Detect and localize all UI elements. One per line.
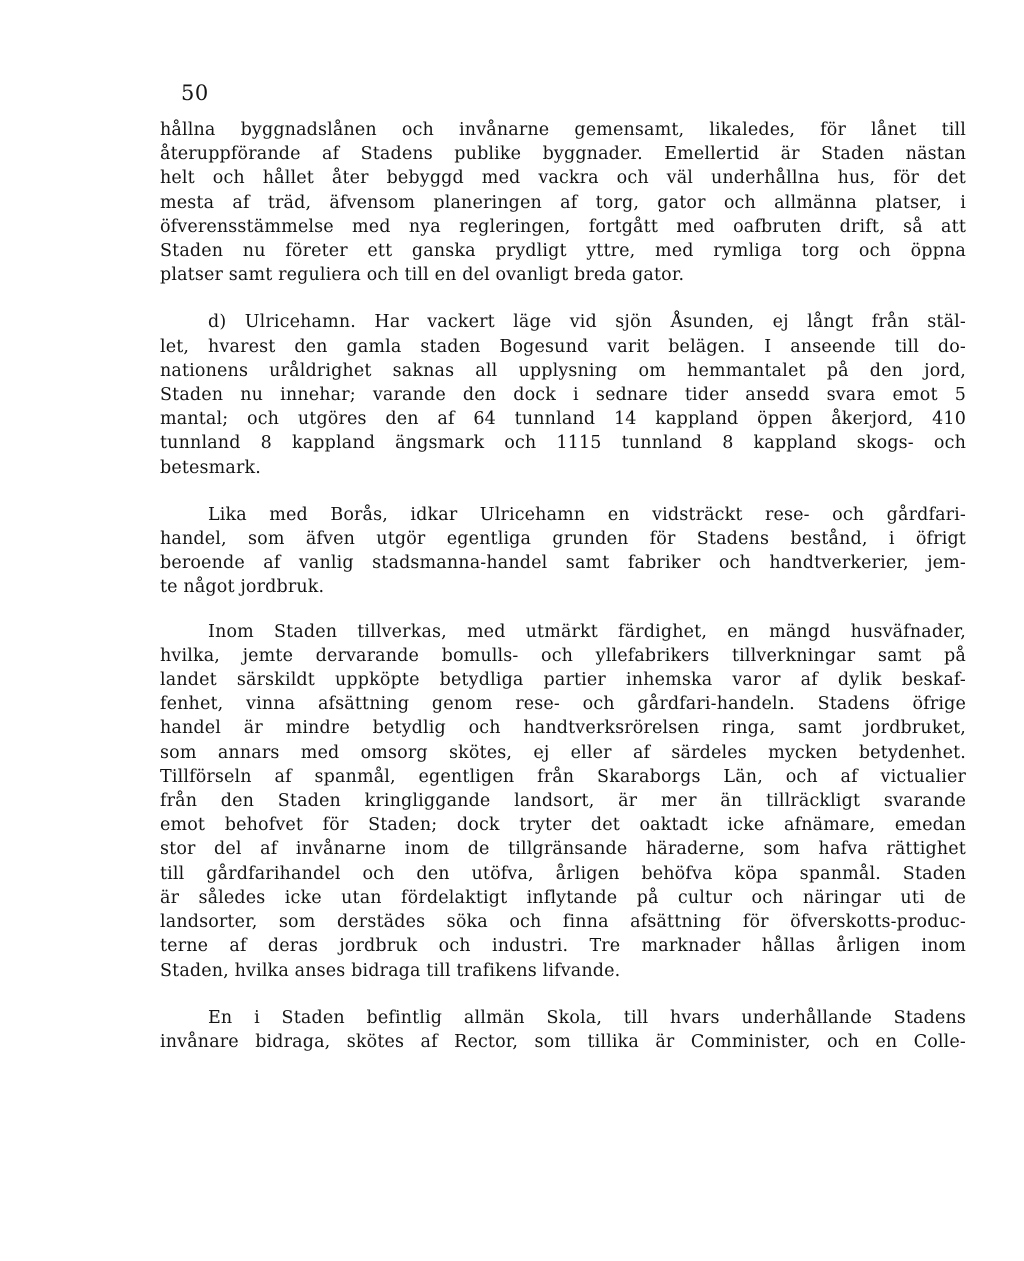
paragraph-4 xyxy=(160,620,966,983)
text-line: let, hvarest den gamla staden Bogesund varit belägen. I anseende till do- xyxy=(160,336,966,357)
text-line: Staden nu innehar; varande den dock i sednare tider ansedd svara emot 5 xyxy=(160,385,966,406)
text-line: landsorter, som derstädes söka och finna afsättning för öfverskotts-produc- xyxy=(160,912,966,933)
text-line: är således icke utan fördelaktigt inflytande på cultur och näringar uti de xyxy=(160,887,966,908)
text-line: fenhet, vinna afsättning genom rese- och gårdfari-handeln. Stadens öfrige xyxy=(160,694,966,715)
text-line: hvilka, jemte dervarande bomulls- och yllefabrikers tillverkningar samt på xyxy=(160,645,966,666)
text-line: Staden nu företer ett ganska prydligt yttre, med rymliga torg och öppna xyxy=(160,241,966,262)
text-line: tunnland 8 kappland ängsmark och 1115 tunnland 8 kappland skogs- och xyxy=(160,433,966,454)
text-line: handel är mindre betydlig och handtverksrörelsen ringa, samt jordbruket, xyxy=(160,718,966,739)
text-line: hållna byggnadslånen och invånarne gemensamt, likaledes, för lånet till xyxy=(160,120,966,140)
text-line: beroende af vanlig stadsmanna-handel samt fabriker och handtverkerier, jem- xyxy=(160,553,966,574)
text-line: landet särskildt uppköpte betydliga partier inhemska varor af dylik beskaf- xyxy=(160,670,966,691)
paragraph-3 xyxy=(160,503,966,600)
text-line: öfverensstämmelse med nya regleringen, fortgått med oafbruten drift, så att xyxy=(160,216,966,237)
text-line: återuppförande af Stadens publike byggnader. Emellertid är Staden nästan xyxy=(160,144,966,165)
text-line: Inom Staden tillverkas, med utmärkt färdighet, en mängd husväfnader, xyxy=(208,621,966,642)
body-text xyxy=(160,118,966,1054)
text-line: Staden, hvilka anses bidraga till trafikens lifvande. xyxy=(160,960,621,981)
text-line: terne af deras jordbruk och industri. Tre marknader hållas årligen inom xyxy=(160,936,966,957)
text-line: d) Ulricehamn. Har vackert läge vid sjön Åsunden, ej långt från stäl- xyxy=(208,312,966,333)
text-line: mantal; och utgöres den af 64 tunnland 14 kappland öppen åkerjord, 410 xyxy=(160,409,966,430)
text-line: nationens uråldrighet saknas all upplysning om hemmantalet på den jord, xyxy=(160,360,966,381)
text-line: emot behofvet för Staden; dock tryter det oaktadt icke afnämare, emedan xyxy=(160,815,966,836)
text-line: te något jordbruk. xyxy=(160,577,325,598)
paragraph-5 xyxy=(160,1006,966,1054)
text-line: mesta af träd, äfvensom planeringen af torg, gator och allmänna platser, i xyxy=(160,192,966,213)
text-line: invånare bidraga, skötes af Rector, som tillika är Comminister, och en Colle- xyxy=(160,1031,966,1052)
text-line: handel, som äfven utgör egentliga grunden för Stadens bestånd, i öfrigt xyxy=(160,529,966,550)
text-line: från den Staden kringliggande landsort, är mer än tillräckligt svarande xyxy=(160,791,966,812)
text-line: Lika med Borås, idkar Ulricehamn en vidsträckt rese- och gårdfari- xyxy=(208,504,966,525)
text-line: En i Staden befintlig allmän Skola, till hvars underhållande Stadens xyxy=(208,1007,966,1028)
text-line: Tillförseln af spanmål, egentligen från Skaraborgs Län, och af victualier xyxy=(160,766,966,787)
text-line: till gårdfarihandel och den utöfva, årligen behöfva köpa spanmål. Staden xyxy=(160,863,966,884)
paragraph-2 xyxy=(160,310,966,479)
text-line: platser samt reguliera och till en del ovanligt breda gator. xyxy=(160,265,685,286)
paragraph-1 xyxy=(160,118,966,287)
text-line: betesmark. xyxy=(160,457,261,478)
text-line: helt och hållet åter bebyggd med vackra och väl underhållna hus, för det xyxy=(160,168,966,189)
text-line: som annars med omsorg skötes, ej eller af särdeles mycken betydenhet. xyxy=(160,742,966,763)
text-line: stor del af invånarne inom de tillgränsande häraderne, som hafva rättighet xyxy=(160,839,966,860)
page-number: 50 xyxy=(181,81,209,105)
